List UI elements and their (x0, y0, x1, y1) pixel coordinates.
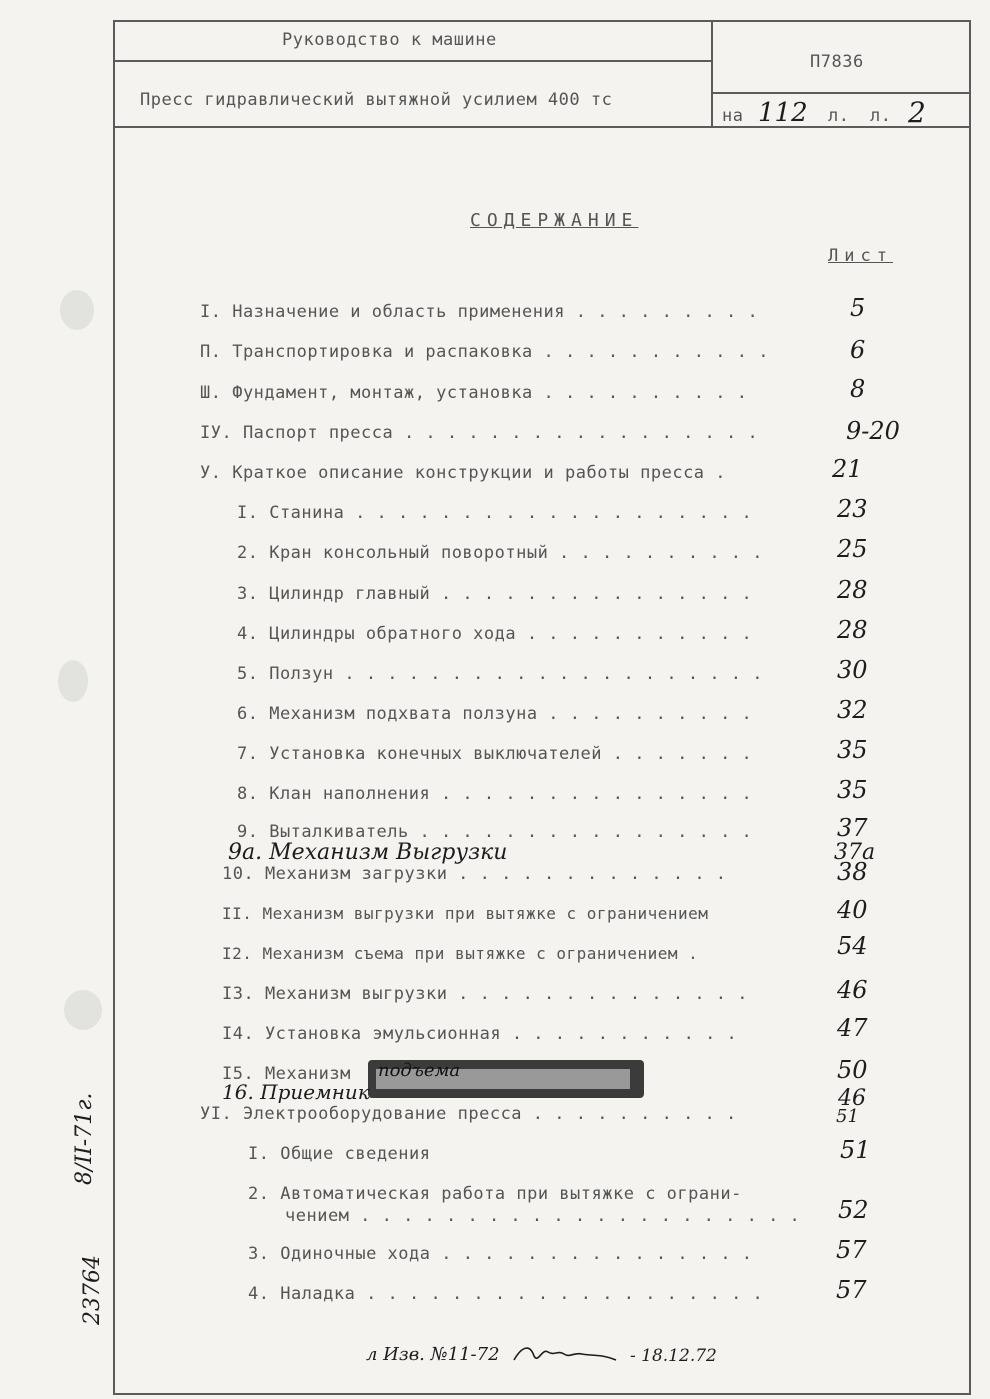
toc-row (237, 616, 897, 652)
margin-date: 8/II-71г. (72, 1092, 97, 1185)
header-manual-title: Руководство к машине (282, 30, 497, 50)
toc-title: I. Станина . . . . . . . . . . . . . . . . . . . (237, 503, 753, 523)
toc-row (237, 495, 897, 531)
toc-page: 52 (838, 1196, 869, 1224)
toc-title: II. Механизм выгрузки при вытяжке с ограничением (222, 904, 709, 923)
toc-page: 46 (837, 976, 868, 1004)
toc-page: 9-20 (846, 417, 900, 445)
toc-title: 4. Цилиндры обратного хода . . . . . . . . . . . (237, 624, 753, 644)
header-sheets-total: 112 (758, 98, 808, 128)
toc-title: IУ. Паспорт пресса . . . . . . . . . . . . . . . . . (200, 423, 759, 443)
toc-row (237, 576, 897, 612)
handwritten-change-note: л Изв. №11-72 (366, 1344, 500, 1365)
toc-page: 47 (837, 1014, 868, 1042)
header-top-line (113, 20, 971, 22)
toc-page: 28 (837, 616, 868, 644)
toc-row (200, 375, 900, 411)
toc-title: 2. Автоматическая работа при вытяжке с ограни- (248, 1184, 742, 1204)
toc-page: 35 (837, 736, 868, 764)
toc-page: 51 (836, 1106, 859, 1127)
toc-row (200, 455, 900, 491)
header-sheets-prefix: на (722, 106, 744, 126)
handwritten-insert-9a-page: 37а (834, 840, 876, 865)
header-sheets-mid: л. (828, 106, 850, 126)
handwritten-insert-16-page: 46 (838, 1086, 866, 1111)
toc-page: 30 (837, 656, 868, 684)
handwritten-insert-9a: 9а. Механизм Выгрузки (228, 840, 508, 865)
toc-title: 5. Ползун . . . . . . . . . . . . . . . . . . . . (237, 664, 764, 684)
header-machine-title: Пресс гидравлический вытяжной усилием 400 тс (140, 90, 613, 110)
toc-row (200, 294, 900, 330)
handwritten-redacted-word: подъема (378, 1060, 461, 1081)
toc-page: 21 (832, 455, 863, 483)
header-mid-line-right (711, 92, 971, 94)
toc-title: Ш. Фундамент, монтаж, установка . . . . . . . . . . (200, 383, 748, 403)
toc-row (200, 336, 900, 370)
toc-title: 10. Механизм загрузки . . . . . . . . . . . . . (222, 864, 727, 884)
toc-title: I. Назначение и область применения . . . . . . . . . (200, 302, 759, 322)
toc-title: 4. Наладка . . . . . . . . . . . . . . . . . . . (248, 1284, 764, 1304)
toc-row (222, 976, 902, 1012)
header-doc-code: П7836 (810, 52, 864, 72)
toc-row (200, 417, 920, 451)
toc-title: 3. Цилиндр главный . . . . . . . . . . . . . . . (237, 584, 753, 604)
toc-row (248, 1276, 908, 1312)
margin-inventory-number: 23764 (80, 1255, 105, 1325)
toc-page: 25 (837, 535, 868, 563)
toc-row (222, 932, 902, 972)
toc-title: УI. Электрооборудование пресса . . . . . . . . . . (200, 1104, 737, 1124)
toc-title: 9. Выталкиватель . . . . . . . . . . . . . . . . (237, 822, 753, 842)
toc-title: I3. Механизм выгрузки . . . . . . . . . . . . . . (222, 984, 749, 1004)
toc-page: 32 (837, 696, 868, 724)
toc-page: 8 (850, 375, 866, 403)
toc-row (248, 1136, 908, 1172)
toc-page: 37 (837, 814, 868, 842)
toc-title: I. Общие сведения (248, 1144, 431, 1164)
toc-title: 3. Одиночные хода . . . . . . . . . . . . . . . (248, 1244, 753, 1264)
paper-hole-mark (60, 290, 94, 330)
toc-page: 5 (850, 294, 866, 322)
toc-row (248, 1236, 908, 1272)
toc-title: I2. Механизм съема при вытяжке с ограничением . (222, 944, 699, 963)
toc-row (200, 1104, 900, 1132)
toc-title: 2. Кран консольный поворотный . . . . . . . . . . (237, 543, 764, 563)
toc-page: 50 (837, 1056, 868, 1084)
toc-row (237, 535, 897, 571)
toc-row (237, 776, 897, 812)
toc-row (222, 1014, 902, 1052)
toc-row (222, 858, 902, 892)
header-sheet-number: 2 (908, 96, 926, 129)
toc-page: 51 (840, 1136, 871, 1164)
toc-page: 6 (850, 336, 866, 364)
toc-title: У. Краткое описание конструкции и работы пресса . (200, 463, 727, 483)
toc-page: 57 (836, 1236, 867, 1264)
toc-page: 38 (837, 858, 868, 886)
toc-row (237, 656, 897, 692)
toc-row (222, 896, 902, 932)
header-mid-line (113, 60, 711, 62)
paper-hole-mark (58, 660, 88, 702)
toc-page: 28 (837, 576, 868, 604)
toc-page: 40 (837, 896, 868, 924)
toc-title: I4. Установка эмульсионная . . . . . . . . . . . (222, 1024, 738, 1044)
contents-heading: СОДЕРЖАНИЕ (470, 210, 639, 231)
header-sheet-label: л. (870, 106, 892, 126)
paper-hole-mark (64, 990, 102, 1030)
toc-title: 7. Установка конечных выключателей . . . . . . . (237, 744, 753, 764)
sheet-column-label: Лист (828, 246, 893, 266)
toc-title: П. Транспортировка и распаковка . . . . . . . . . . . (200, 342, 769, 362)
handwritten-insert-16: 16. Приемник (222, 1080, 370, 1104)
header-divider (711, 20, 713, 128)
toc-title: чением . . . . . . . . . . . . . . . . . . . . . (285, 1206, 801, 1226)
toc-page: 35 (837, 776, 868, 804)
handwritten-signature (512, 1338, 622, 1368)
toc-title: 6. Механизм подхвата ползуна . . . . . . . . . . (237, 704, 753, 724)
toc-page: 23 (837, 495, 868, 523)
header-bottom-line (113, 126, 971, 128)
toc-row (285, 1196, 905, 1234)
toc-row (237, 736, 897, 772)
toc-page: 57 (836, 1276, 867, 1304)
toc-title: I5. Механизм (222, 1064, 351, 1084)
toc-title: 8. Клан наполнения . . . . . . . . . . . . . . . (237, 784, 753, 804)
handwritten-change-date: - 18.12.72 (630, 1346, 717, 1366)
toc-row (237, 696, 897, 732)
toc-page: 54 (837, 932, 868, 960)
